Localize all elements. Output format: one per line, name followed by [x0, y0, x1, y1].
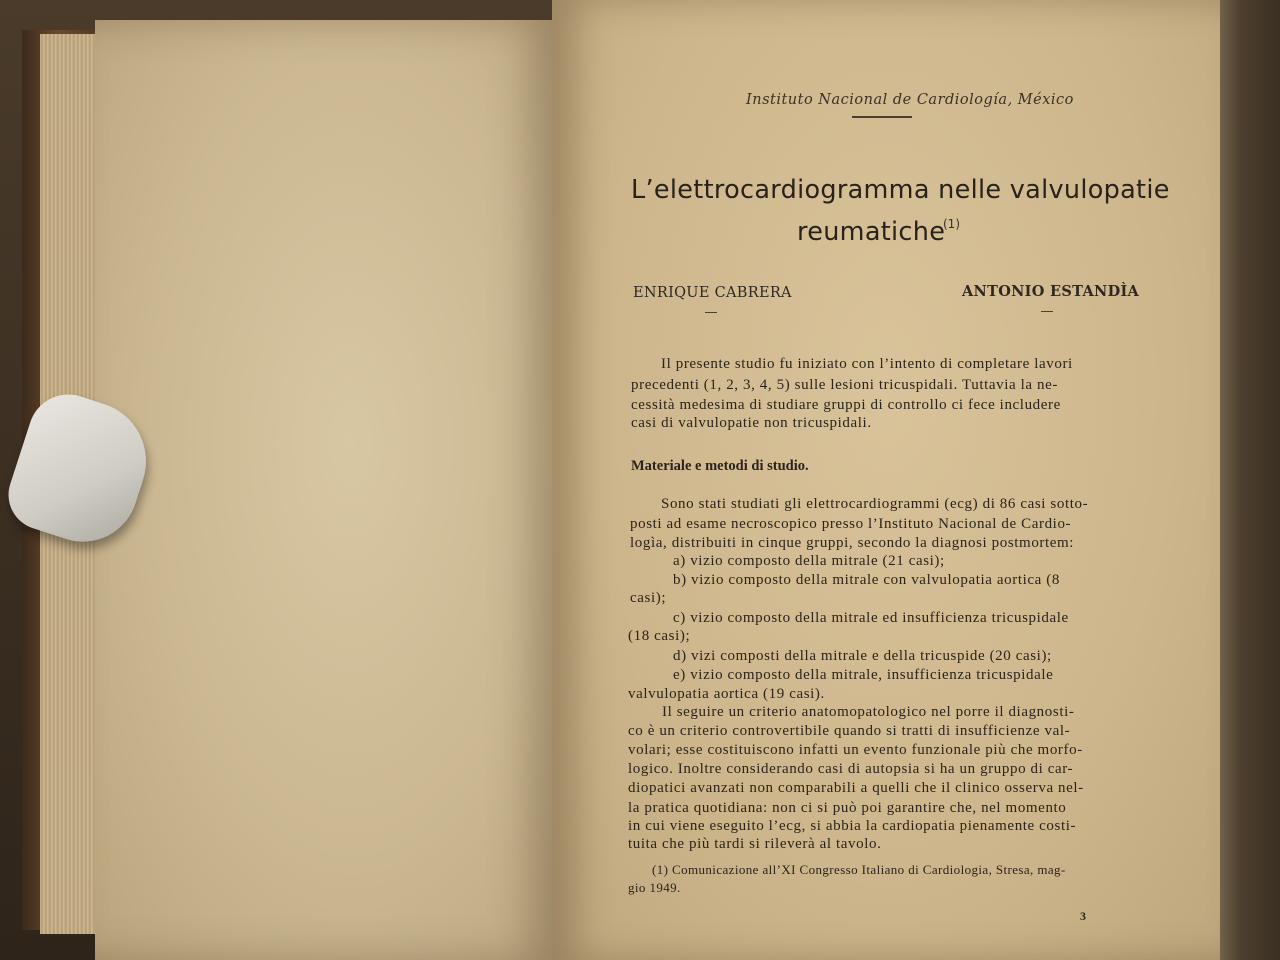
body-line: posti ad esame necroscopico presso l’Instituto Nacional de Cardio-: [630, 516, 1072, 532]
body-line: volari; esse costituiscono infatti un evento funzionale più che morfo-: [628, 742, 1083, 758]
body-line: c) vizio composto della mitrale ed insufficienza tricuspidale: [673, 610, 1069, 626]
intro-line: cessità medesima di studiare gruppi di controllo ci fece includere: [631, 397, 1061, 413]
article-title-line-2: reumatiche: [797, 217, 946, 247]
footnote-line: (1) Comunicazione all’XI Congresso Italiano di Cardiologia, Stresa, mag-: [652, 862, 1066, 877]
author-left-dash: [705, 312, 717, 313]
author-right-dash: [1041, 311, 1053, 312]
body-line: in cui viene eseguito l’ecg, si abbia la cardiopatia pienamente costi-: [628, 818, 1077, 834]
section-heading: Materiale e metodi di studio.: [631, 458, 809, 474]
body-line: a) vizio composto della mitrale (21 casi);: [673, 553, 945, 569]
author-left: ENRIQUE CABRERA: [633, 285, 792, 301]
body-line: logìa, distribuiti in cinque gruppi, secondo la diagnosi postmortem:: [630, 535, 1075, 551]
body-line: b) vizio composto della mitrale con valvulopatia aortica (8: [673, 572, 1060, 588]
article-title-line-1: L’elettrocardiogramma nelle valvulopatie: [631, 175, 1170, 205]
body-line: (18 casi);: [628, 628, 691, 644]
body-line: logico. Inoltre considerando casi di autopsia si ha un gruppo di car-: [628, 761, 1074, 777]
title-footnote-mark: (1): [943, 217, 960, 231]
body-line: casi);: [630, 590, 667, 606]
intro-line: Il presente studio fu iniziato con l’intento di completare lavori: [661, 356, 1073, 372]
body-line: Il seguire un criterio anatomopatologico nel porre il diagnosti-: [662, 704, 1075, 720]
book-right-edge: [1215, 0, 1280, 960]
body-line: Sono stati studiati gli elettrocardiogrammi (ecg) di 86 casi sotto-: [661, 496, 1089, 512]
footnote-line: gio 1949.: [628, 880, 681, 895]
body-line: e) vizio composto della mitrale, insufficienza tricuspidale: [673, 667, 1054, 683]
body-line: la pratica quotidiana: non ci si può poi garantire che, nel momento: [628, 800, 1067, 816]
author-right: ANTONIO ESTANDÌA: [962, 283, 1140, 300]
header-rule: [852, 116, 912, 118]
body-line: d) vizi composti della mitrale e della tricuspide (20 casi);: [673, 648, 1052, 664]
body-line: valvulopatia aortica (19 casi).: [628, 686, 825, 702]
left-blank-page: [95, 20, 560, 960]
body-line: diopatici avanzati non comparabili a quelli che il clinico osserva nel-: [628, 780, 1084, 796]
intro-line: precedenti (1, 2, 3, 4, 5) sulle lesioni tricuspidali. Tuttavia la ne-: [631, 377, 1058, 393]
intro-line: casi di valvulopatie non tricuspidali.: [631, 415, 872, 431]
running-header: Instituto Nacional de Cardiología, México: [746, 92, 1074, 108]
page-number: 3: [1080, 909, 1086, 923]
body-line: tuita che più tardi si rileverà al tavolo.: [628, 836, 882, 852]
body-line: co è un criterio controvertibile quando si tratti di insufficienze val-: [628, 723, 1071, 739]
